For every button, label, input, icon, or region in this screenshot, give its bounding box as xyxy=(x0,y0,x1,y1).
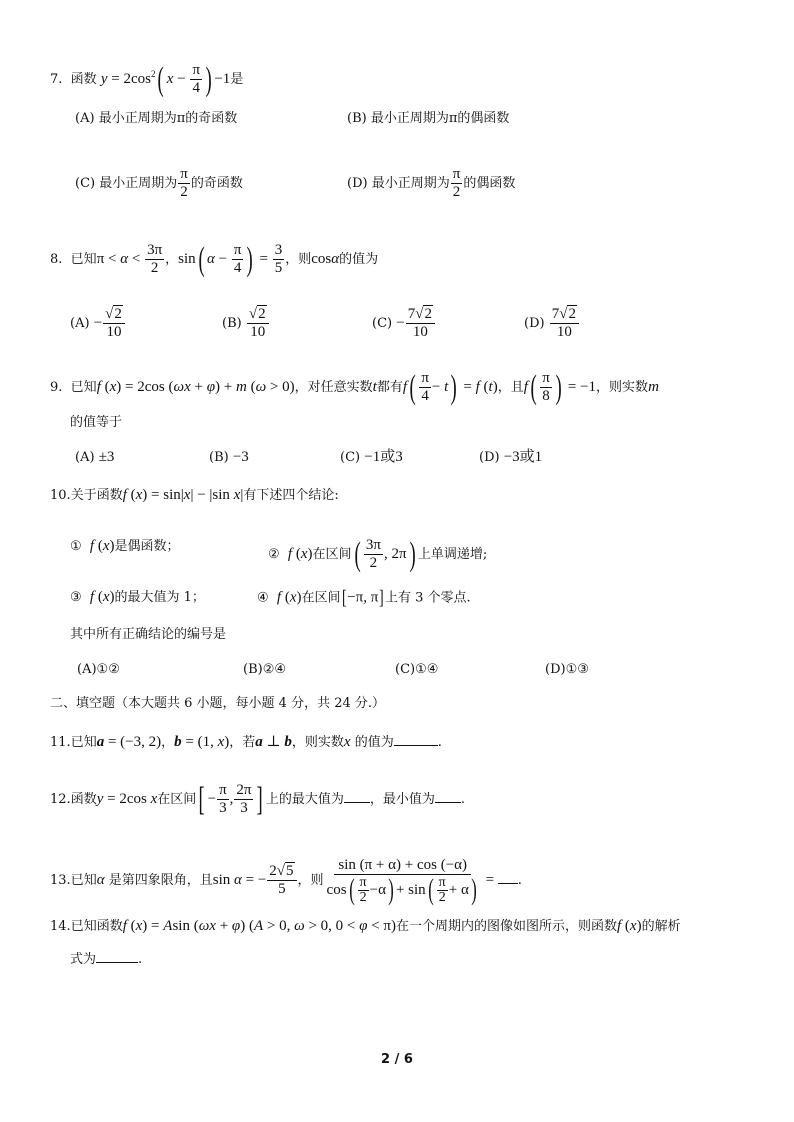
q10-option-b[interactable]: (B)②④ xyxy=(243,662,287,677)
q8-option-c[interactable]: (C) − $\frac{7√2}{10}$ xyxy=(372,306,436,341)
q7-option-b[interactable]: (B) 最小正周期为π的偶函数 xyxy=(347,111,510,126)
q10-question: 其中所有正确结论的编号是 xyxy=(70,627,227,642)
q10-conclusion-4: ④ f (x)在区间[−π, π]上有 3 个零点. xyxy=(257,587,471,609)
q9-stem: 9. 已知f (x) = 2cos (ωx + φ) + m (ω > 0)，对任意实数t都有f( $\frac{\pi}{4}$ − t) = f (t)，且f( $\frac{\pi}{8}$ ) = −1，则实数m xyxy=(50,368,659,406)
q13-answer-blank[interactable] xyxy=(498,883,518,884)
q7-option-a[interactable]: (A) 最小正周期为π的奇函数 xyxy=(75,111,238,126)
q11-answer-blank[interactable] xyxy=(394,745,438,746)
q12-stem: 12.函数y = 2cos x在区间[ − $\frac{\pi}{3}$ , $\frac{2\pi}{3}$ ] 上的最大值为 ，最小值为 . xyxy=(50,780,465,818)
q10-conclusion-1: ① f (x)是偶函数； xyxy=(70,538,180,554)
page-number: 2 / 6 xyxy=(381,1052,413,1067)
q10-conclusion-3: ③ f (x)的最大值为 1； xyxy=(70,589,205,605)
q14-stem: 14.已知函数f (x) = Asin (ωx + φ) (A > 0, ω > 0, 0 < φ < π)在一个周期内的图像如图所示，则函数f (x)的解析 xyxy=(50,918,681,934)
q10-option-d[interactable]: (D)①③ xyxy=(545,662,589,677)
q7-option-d[interactable]: (D) 最小正周期为 $\frac{\pi}{2}$ 的偶函数 xyxy=(347,166,516,200)
q10-option-a[interactable]: (A)①② xyxy=(77,662,120,677)
q8-option-a[interactable]: (A) − $\frac{√2}{10}$ xyxy=(70,306,126,341)
q10-option-c[interactable]: (C)①④ xyxy=(395,662,439,677)
q10-stem: 10.关于函数f (x) = sin|x| − |sin x|有下述四个结论: xyxy=(50,487,339,503)
q9-option-c[interactable]: (C) −1或3 xyxy=(340,449,403,465)
q12-max-blank[interactable] xyxy=(344,802,370,803)
q8-option-b[interactable]: (B) $\frac{√2}{10}$ xyxy=(222,306,270,341)
q14-stem-line2: 式为 . xyxy=(70,952,143,967)
q8-option-d[interactable]: (D) $\frac{7√2}{10}$ xyxy=(524,306,580,341)
q10-conclusion-2: ② f (x)在区间( $\frac{3\pi}{2}$ , 2π) 上单调递增; xyxy=(268,535,488,573)
section2-header: 二、填空题（本大题共 6 小题，每小题 4 分，共 24 分.） xyxy=(50,696,386,711)
q9-option-d[interactable]: (D) −3或1 xyxy=(479,449,543,465)
q9-option-b[interactable]: (B) −3 xyxy=(209,449,249,465)
q9-option-a[interactable]: (A) ±3 xyxy=(75,449,115,465)
q11-stem: 11.已知a = (−3, 2)，b = (1, x)，若a ⊥ b，则实数x 的值为 . xyxy=(50,734,442,750)
q8-stem: 8. 已知π < α < $\frac{3\pi}{2}$ ，sin( α − $\frac{\pi}{4}$ ) = $\frac{3}{5}$ ，则cosα的值为 xyxy=(50,240,379,278)
q13-stem: 13.已知α 是第四象限角，且sin α = − $\frac{2√5}{5}$ ，则 sin (π + α) + cos (−α) cos ( $\frac{\pi}{2}$ −α ) + sin ( $\frac{\pi}{2}$ + α ) = . xyxy=(50,857,522,906)
q7-option-c[interactable]: (C) 最小正周期为 $\frac{\pi}{2}$ 的奇函数 xyxy=(75,166,243,200)
q14-answer-blank[interactable] xyxy=(96,962,138,963)
q9-stem-line2: 的值等于 xyxy=(70,415,123,430)
q7-stem: 7. 函数 $y = 2\cos^2$( x − $\frac{\pi}{4}$ ) −1是 xyxy=(50,60,244,98)
q12-min-blank[interactable] xyxy=(435,802,461,803)
